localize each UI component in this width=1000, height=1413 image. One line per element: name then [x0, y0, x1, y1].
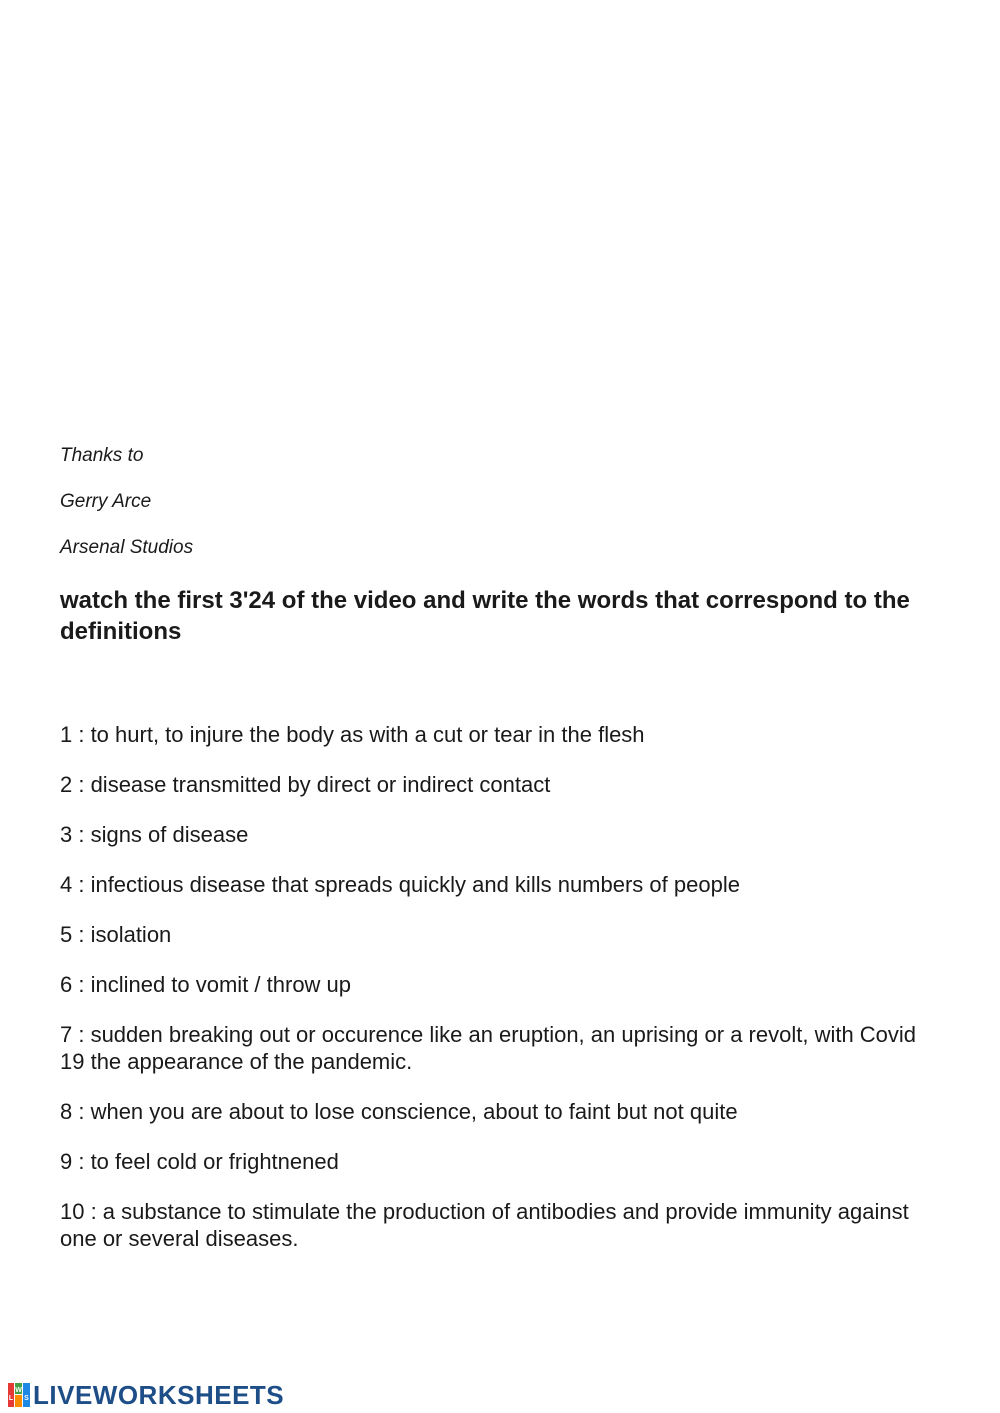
definition-item: 4 : infectious disease that spreads quickly and kills numbers of people [60, 872, 740, 897]
instruction-heading: watch the first 3'24 of the video and write the words that correspond to the definitions [60, 587, 910, 645]
liveworksheets-logo-icon [8, 1383, 30, 1407]
definition-item: 10 : a substance to stimulate the production of antibodies and provide immunity against one or several diseases. [60, 1199, 909, 1251]
svg-text:S: S [24, 1395, 29, 1402]
definition-item: 9 : to feel cold or frightnened [60, 1149, 339, 1174]
definition-item: 3 : signs of disease [60, 822, 249, 847]
credits-studio: Arsenal Studios [60, 537, 194, 558]
credits-person: Gerry Arce [60, 491, 152, 512]
credits-thanks: Thanks to [60, 445, 144, 466]
definition-item: 2 : disease transmitted by direct or indirect contact [60, 772, 551, 797]
definition-item: 6 : inclined to vomit / throw up [60, 972, 352, 997]
svg-text:L: L [8, 1395, 14, 1402]
definition-item: 1 : to hurt, to injure the body as with a cut or tear in the flesh [60, 722, 645, 747]
credits [60, 444, 193, 582]
definitions-list [60, 721, 940, 1275]
definition-item: 8 : when you are about to lose conscience, about to faint but not quite [60, 1099, 738, 1124]
liveworksheets-logo-text: LIVEWORKSHEETS [33, 1380, 285, 1410]
liveworksheets-logo [8, 1381, 284, 1409]
definition-item: 5 : isolation [60, 922, 172, 947]
svg-text:W: W [15, 1387, 22, 1394]
definition-item: 7 : sudden breaking out or occurence like an eruption, an uprising or a revolt, with Covid 19 the appearance of the pandemic. [60, 1022, 917, 1074]
